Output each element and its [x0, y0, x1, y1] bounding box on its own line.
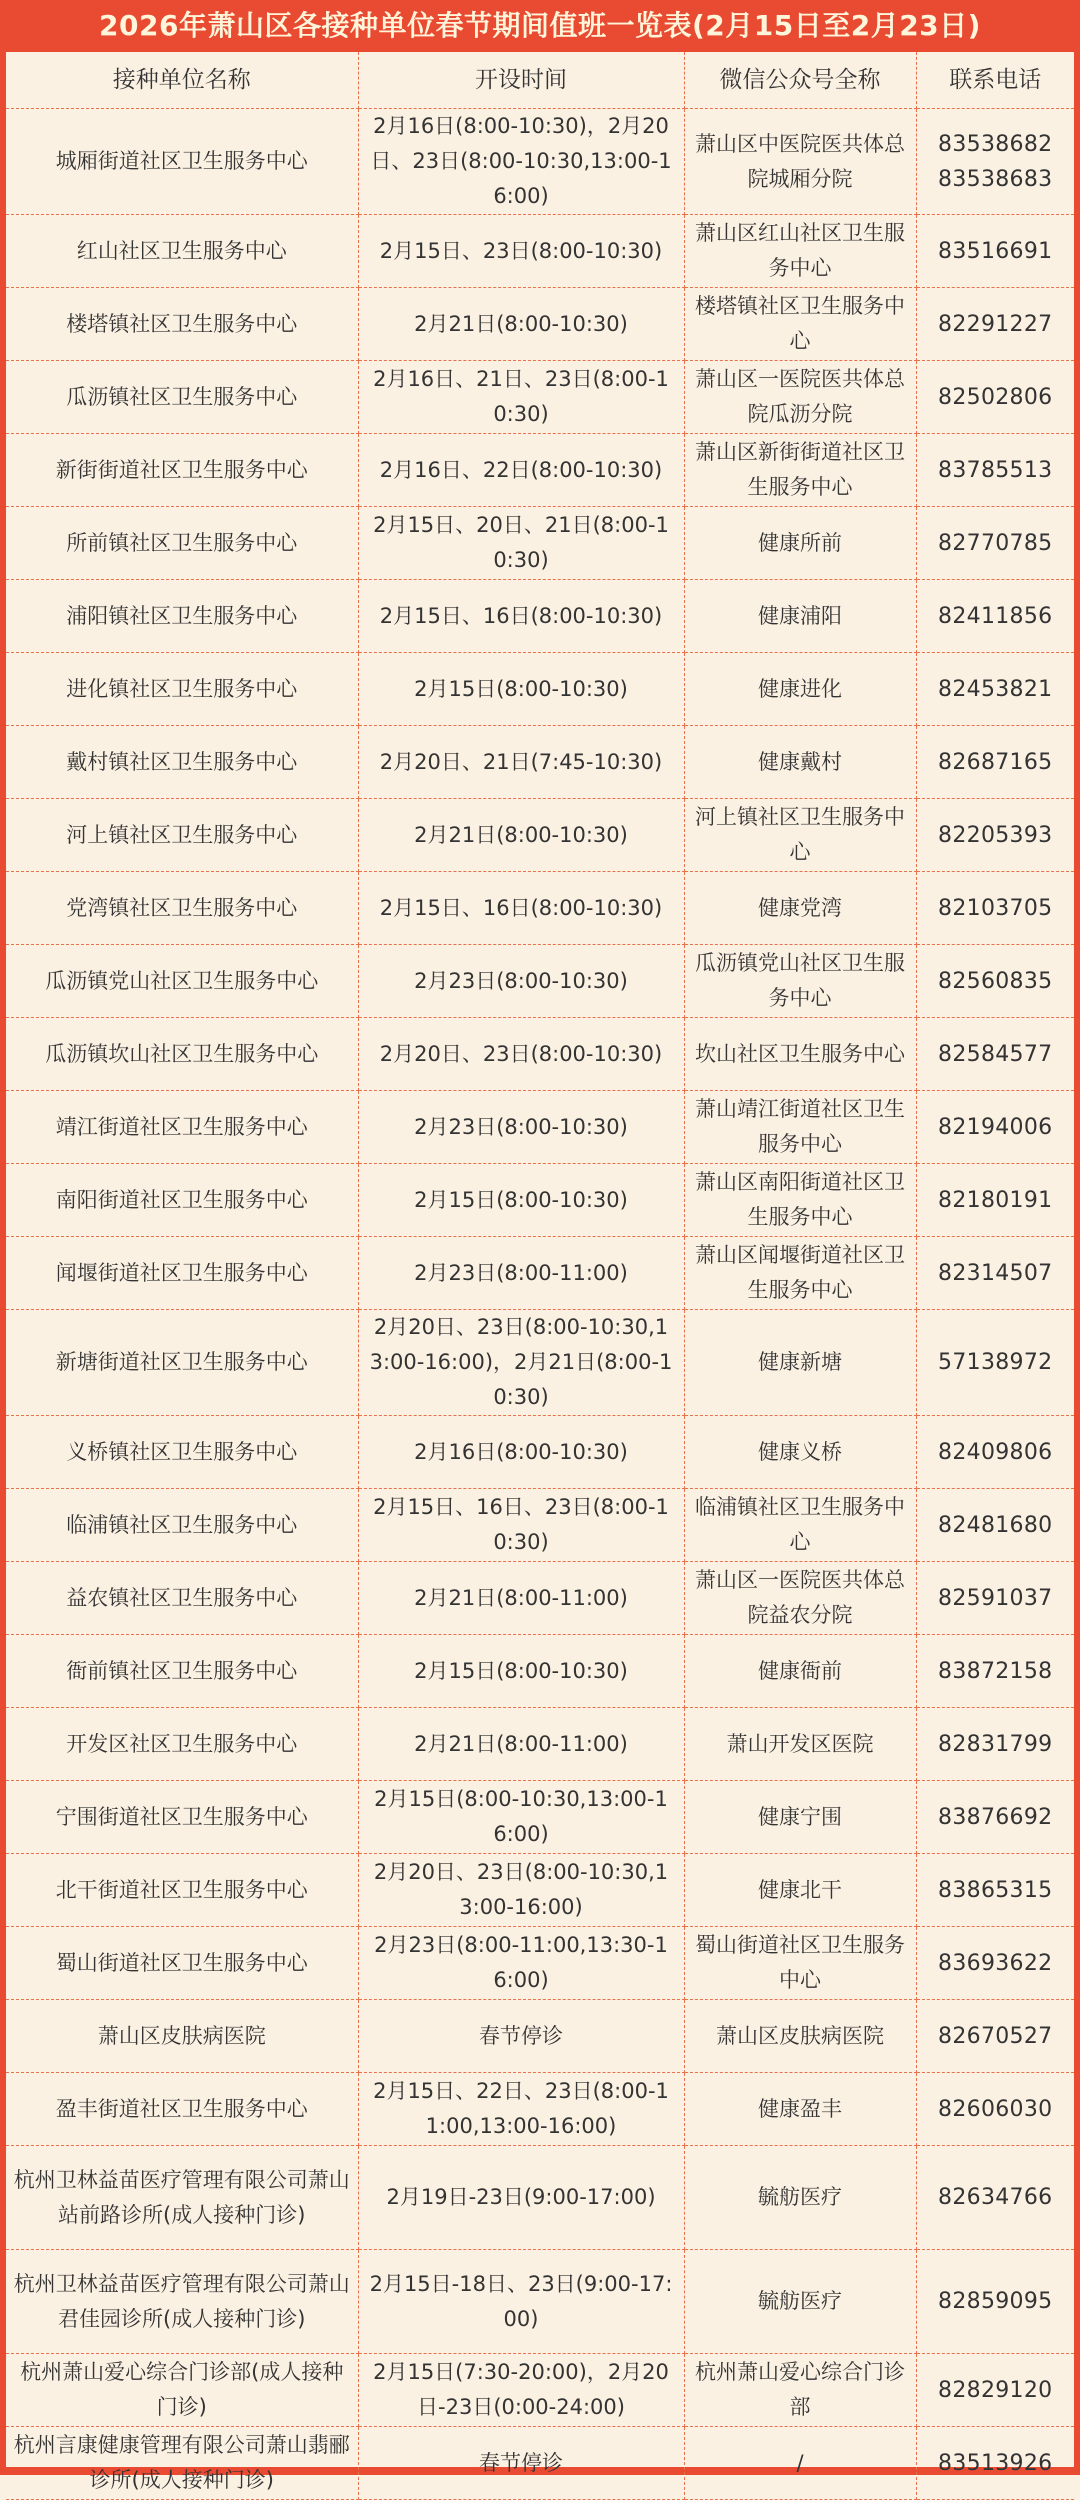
table-row	[6, 1854, 1074, 1927]
table-row	[6, 1091, 1074, 1164]
phone-cell: 82180191	[916, 1164, 1074, 1237]
table-row	[6, 1237, 1074, 1310]
open-time-cell: 2月20日、21日(7:45-10:30)	[358, 726, 684, 799]
unit-name-cell: 河上镇社区卫生服务中心	[6, 799, 358, 872]
table-row	[6, 109, 1074, 215]
open-time-cell: 2月20日、23日(8:00-10:30)	[358, 1018, 684, 1091]
wechat-account-cell: 健康义桥	[684, 1416, 916, 1489]
phone-cell: 82831799	[916, 1708, 1074, 1781]
unit-name-cell: 闻堰街道社区卫生服务中心	[6, 1237, 358, 1310]
wechat-account-cell: 健康新塘	[684, 1310, 916, 1416]
wechat-account-cell: 楼塔镇社区卫生服务中心	[684, 288, 916, 361]
table-row	[6, 1164, 1074, 1237]
table-row	[6, 434, 1074, 507]
unit-name-cell: 党湾镇社区卫生服务中心	[6, 872, 358, 945]
table-row	[6, 2000, 1074, 2073]
table-row	[6, 1562, 1074, 1635]
open-time-cell: 2月19日-23日(9:00-17:00)	[358, 2146, 684, 2250]
unit-name-cell: 城厢街道社区卫生服务中心	[6, 109, 358, 215]
open-time-cell: 2月20日、23日(8:00-10:30,13:00-16:00)，2月21日(8:00-10:30)	[358, 1310, 684, 1416]
wechat-account-cell: 萧山靖江街道社区卫生服务中心	[684, 1091, 916, 1164]
wechat-account-cell: 健康盈丰	[684, 2073, 916, 2146]
unit-name-cell: 瓜沥镇党山社区卫生服务中心	[6, 945, 358, 1018]
phone-cell: 82291227	[916, 288, 1074, 361]
wechat-account-cell: 健康进化	[684, 653, 916, 726]
open-time-cell: 2月15日-18日、23日(9:00-17:00)	[358, 2250, 684, 2354]
phone-cell: 82829120	[916, 2354, 1074, 2427]
wechat-account-cell: 健康浦阳	[684, 580, 916, 653]
wechat-account-cell: 萧山区红山社区卫生服务中心	[684, 215, 916, 288]
table-row	[6, 872, 1074, 945]
wechat-account-cell: 萧山开发区医院	[684, 1708, 916, 1781]
phone-cell: 82634766	[916, 2146, 1074, 2250]
phone-cell: 82687165	[916, 726, 1074, 799]
unit-name-cell: 杭州言康健康管理有限公司萧山翡郦诊所(成人接种门诊)	[6, 2427, 358, 2500]
wechat-account-cell: 毓舫医疗	[684, 2146, 916, 2250]
table-row	[6, 1310, 1074, 1416]
wechat-account-cell: 蜀山街道社区卫生服务中心	[684, 1927, 916, 2000]
open-time-cell: 春节停诊	[358, 2427, 684, 2500]
open-time-cell: 2月21日(8:00-10:30)	[358, 799, 684, 872]
unit-name-cell: 开发区社区卫生服务中心	[6, 1708, 358, 1781]
phone-cell: 83513926	[916, 2427, 1074, 2500]
open-time-cell: 2月21日(8:00-11:00)	[358, 1708, 684, 1781]
table-row	[6, 653, 1074, 726]
wechat-account-cell: 健康衙前	[684, 1635, 916, 1708]
unit-name-cell: 杭州卫林益苗医疗管理有限公司萧山君佳园诊所(成人接种门诊)	[6, 2250, 358, 2354]
table-row	[6, 1708, 1074, 1781]
table-row	[6, 1927, 1074, 2000]
header-open-time: 开设时间	[358, 52, 684, 109]
phone-cell: 82194006	[916, 1091, 1074, 1164]
wechat-account-cell: 毓舫医疗	[684, 2250, 916, 2354]
unit-name-cell: 新塘街道社区卫生服务中心	[6, 1310, 358, 1416]
unit-name-cell: 盈丰街道社区卫生服务中心	[6, 2073, 358, 2146]
wechat-account-cell: 健康所前	[684, 507, 916, 580]
wechat-account-cell: 萧山区闻堰街道社区卫生服务中心	[684, 1237, 916, 1310]
phone-cell: 82859095	[916, 2250, 1074, 2354]
unit-name-cell: 益农镇社区卫生服务中心	[6, 1562, 358, 1635]
open-time-cell: 2月23日(8:00-10:30)	[358, 945, 684, 1018]
wechat-account-cell: 萧山区一医院医共体总院益农分院	[684, 1562, 916, 1635]
table-row	[6, 2250, 1074, 2354]
open-time-cell: 2月15日、16日(8:00-10:30)	[358, 872, 684, 945]
phone-cell: 82770785	[916, 507, 1074, 580]
unit-name-cell: 所前镇社区卫生服务中心	[6, 507, 358, 580]
unit-name-cell: 靖江街道社区卫生服务中心	[6, 1091, 358, 1164]
open-time-cell: 2月23日(8:00-11:00,13:30-16:00)	[358, 1927, 684, 2000]
phone-cell: 82453821	[916, 653, 1074, 726]
open-time-cell: 2月15日、16日、23日(8:00-10:30)	[358, 1489, 684, 1562]
open-time-cell: 2月16日(8:00-10:30)	[358, 1416, 684, 1489]
wechat-account-cell: 河上镇社区卫生服务中心	[684, 799, 916, 872]
table-row	[6, 361, 1074, 434]
wechat-account-cell: 萧山区新街街道社区卫生服务中心	[684, 434, 916, 507]
phone-cell: 83785513	[916, 434, 1074, 507]
unit-name-cell: 瓜沥镇社区卫生服务中心	[6, 361, 358, 434]
phone-cell: 83872158	[916, 1635, 1074, 1708]
open-time-cell: 2月15日(8:00-10:30,13:00-16:00)	[358, 1781, 684, 1854]
phone-cell: 83516691	[916, 215, 1074, 288]
phone-cell: 82606030	[916, 2073, 1074, 2146]
open-time-cell: 2月21日(8:00-11:00)	[358, 1562, 684, 1635]
unit-name-cell: 戴村镇社区卫生服务中心	[6, 726, 358, 799]
table-row	[6, 507, 1074, 580]
unit-name-cell: 浦阳镇社区卫生服务中心	[6, 580, 358, 653]
phone-cell: 82103705	[916, 872, 1074, 945]
table-row	[6, 1489, 1074, 1562]
unit-name-cell: 北干街道社区卫生服务中心	[6, 1854, 358, 1927]
schedule-table-frame	[0, 52, 1080, 2492]
open-time-cell: 2月23日(8:00-10:30)	[358, 1091, 684, 1164]
unit-name-cell: 萧山区皮肤病医院	[6, 2000, 358, 2073]
open-time-cell: 2月15日(8:00-10:30)	[358, 653, 684, 726]
unit-name-cell: 杭州卫林益苗医疗管理有限公司萧山站前路诊所(成人接种门诊)	[6, 2146, 358, 2250]
table-row	[6, 2073, 1074, 2146]
unit-name-cell: 南阳街道社区卫生服务中心	[6, 1164, 358, 1237]
phone-cell: 82591037	[916, 1562, 1074, 1635]
phone-cell: 82205393	[916, 799, 1074, 872]
open-time-cell: 春节停诊	[358, 2000, 684, 2073]
open-time-cell: 2月15日、22日、23日(8:00-11:00,13:00-16:00)	[358, 2073, 684, 2146]
unit-name-cell: 临浦镇社区卫生服务中心	[6, 1489, 358, 1562]
schedule-table	[6, 52, 1074, 2500]
phone-cell: 82670527	[916, 2000, 1074, 2073]
table-row	[6, 1635, 1074, 1708]
wechat-account-cell: 健康戴村	[684, 726, 916, 799]
unit-name-cell: 衙前镇社区卫生服务中心	[6, 1635, 358, 1708]
phone-cell: 82560835	[916, 945, 1074, 1018]
wechat-account-cell: 萧山区皮肤病医院	[684, 2000, 916, 2073]
wechat-account-cell: 瓜沥镇党山社区卫生服务中心	[684, 945, 916, 1018]
table-row	[6, 2427, 1074, 2500]
phone-cell: 82584577	[916, 1018, 1074, 1091]
header-wechat-account: 微信公众号全称	[684, 52, 916, 109]
table-row	[6, 2354, 1074, 2427]
header-unit-name: 接种单位名称	[6, 52, 358, 109]
open-time-cell: 2月15日、20日、21日(8:00-10:30)	[358, 507, 684, 580]
wechat-account-cell: 临浦镇社区卫生服务中心	[684, 1489, 916, 1562]
open-time-cell: 2月15日(8:00-10:30)	[358, 1635, 684, 1708]
phone-cell: 83693622	[916, 1927, 1074, 2000]
open-time-cell: 2月23日(8:00-11:00)	[358, 1237, 684, 1310]
table-row	[6, 726, 1074, 799]
unit-name-cell: 进化镇社区卫生服务中心	[6, 653, 358, 726]
phone-cell: 83865315	[916, 1854, 1074, 1927]
open-time-cell: 2月16日、21日、23日(8:00-10:30)	[358, 361, 684, 434]
wechat-account-cell: 萧山区中医院医共体总院城厢分院	[684, 109, 916, 215]
open-time-cell: 2月16日(8:00-10:30)，2月20日、23日(8:00-10:30,13:00-16:00)	[358, 109, 684, 215]
table-header-row	[6, 52, 1074, 109]
wechat-account-cell: /	[684, 2427, 916, 2500]
open-time-cell: 2月20日、23日(8:00-10:30,13:00-16:00)	[358, 1854, 684, 1927]
phone-cell: 82502806	[916, 361, 1074, 434]
wechat-account-cell: 坎山社区卫生服务中心	[684, 1018, 916, 1091]
table-row	[6, 799, 1074, 872]
wechat-account-cell: 萧山区南阳街道社区卫生服务中心	[684, 1164, 916, 1237]
open-time-cell: 2月16日、22日(8:00-10:30)	[358, 434, 684, 507]
phone-cell: 82314507	[916, 1237, 1074, 1310]
table-row	[6, 1781, 1074, 1854]
phone-cell: 82481680	[916, 1489, 1074, 1562]
phone-cell: 82409806	[916, 1416, 1074, 1489]
page-title: 2026年萧山区各接种单位春节期间值班一览表(2月15日至2月23日)	[0, 0, 1080, 52]
table-row	[6, 1018, 1074, 1091]
table-row	[6, 1416, 1074, 1489]
wechat-account-cell: 健康党湾	[684, 872, 916, 945]
unit-name-cell: 新街街道社区卫生服务中心	[6, 434, 358, 507]
phone-cell: 82411856	[916, 580, 1074, 653]
wechat-account-cell: 萧山区一医院医共体总院瓜沥分院	[684, 361, 916, 434]
open-time-cell: 2月15日(8:00-10:30)	[358, 1164, 684, 1237]
phone-cell: 83538682 83538683	[916, 109, 1074, 215]
unit-name-cell: 红山社区卫生服务中心	[6, 215, 358, 288]
phone-cell: 57138972	[916, 1310, 1074, 1416]
open-time-cell: 2月15日(7:30-20:00)，2月20日-23日(0:00-24:00)	[358, 2354, 684, 2427]
open-time-cell: 2月15日、23日(8:00-10:30)	[358, 215, 684, 288]
table-body	[6, 109, 1074, 2500]
open-time-cell: 2月21日(8:00-10:30)	[358, 288, 684, 361]
unit-name-cell: 义桥镇社区卫生服务中心	[6, 1416, 358, 1489]
table-row	[6, 580, 1074, 653]
wechat-account-cell: 健康北干	[684, 1854, 916, 1927]
table-row	[6, 215, 1074, 288]
wechat-account-cell: 杭州萧山爱心综合门诊部	[684, 2354, 916, 2427]
wechat-account-cell: 健康宁围	[684, 1781, 916, 1854]
unit-name-cell: 蜀山街道社区卫生服务中心	[6, 1927, 358, 2000]
unit-name-cell: 楼塔镇社区卫生服务中心	[6, 288, 358, 361]
open-time-cell: 2月15日、16日(8:00-10:30)	[358, 580, 684, 653]
unit-name-cell: 杭州萧山爱心综合门诊部(成人接种门诊)	[6, 2354, 358, 2427]
unit-name-cell: 宁围街道社区卫生服务中心	[6, 1781, 358, 1854]
phone-cell: 83876692	[916, 1781, 1074, 1854]
unit-name-cell: 瓜沥镇坎山社区卫生服务中心	[6, 1018, 358, 1091]
table-row	[6, 2146, 1074, 2250]
table-row	[6, 945, 1074, 1018]
table-row	[6, 288, 1074, 361]
header-phone: 联系电话	[916, 52, 1074, 109]
